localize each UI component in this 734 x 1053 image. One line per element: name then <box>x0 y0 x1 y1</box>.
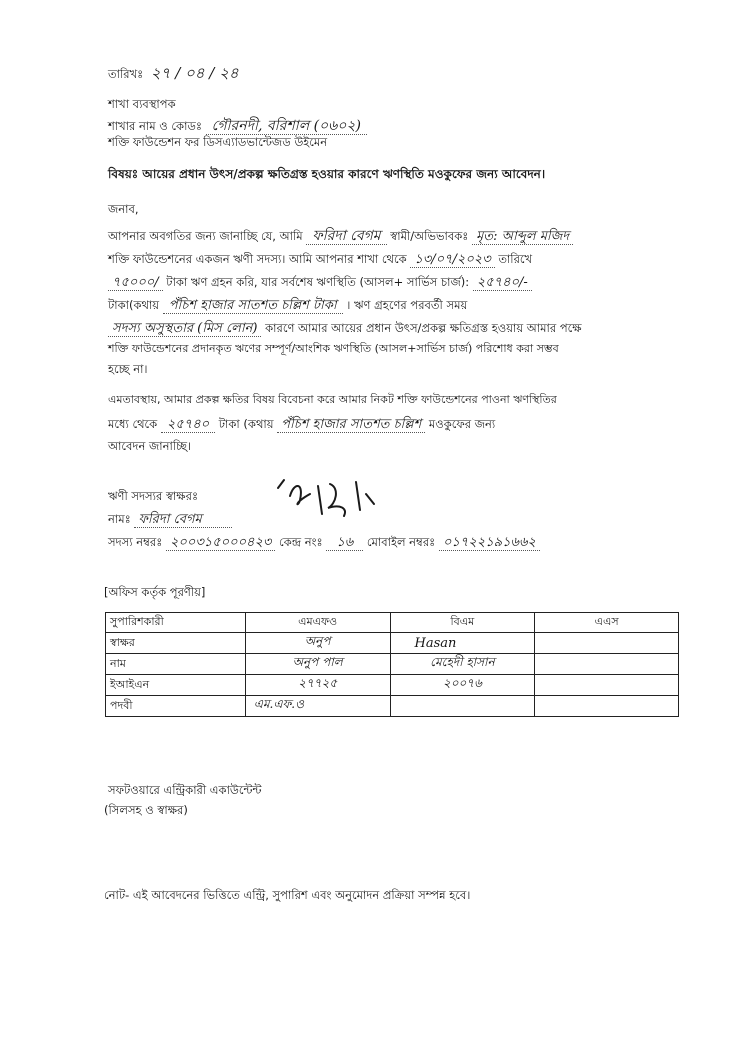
member-no-label: সদস্য নম্বরঃ <box>108 535 163 549</box>
bm-ein: ২০০৭৬ <box>390 675 535 696</box>
table-row <box>106 633 679 654</box>
para1-line2 <box>108 249 532 270</box>
header-cell: এএস <box>535 613 679 633</box>
table-header-row <box>106 613 679 633</box>
subject-label: বিষয়ঃ <box>108 167 139 181</box>
para1-line3 <box>108 272 532 293</box>
row-label: স্বাক্ষর <box>106 633 246 654</box>
para1-line5 <box>108 318 582 339</box>
center-label: কেন্দ্র নংঃ <box>279 535 323 549</box>
para-text: আপনার অবগতির জন্য জানাচ্ছি যে, আমি <box>108 229 303 243</box>
mobile-value: ০১৭২২১৯১৬৬২ <box>439 535 540 551</box>
para-text: টাকা ঋণ গ্রহন করি, যার সর্বশেষ ঋণস্থিতি (আসল+ সার্ভিস চার্জ): <box>166 275 470 289</box>
para1-line1 <box>108 226 573 247</box>
bm-designation <box>390 696 535 717</box>
center-value: ১৬ <box>326 535 363 551</box>
para-text: তারিখে <box>498 252 533 266</box>
signature-label: ঋণী সদস্যর স্বাক্ষরঃ <box>108 489 199 503</box>
para-text: টাকা(কথায় <box>108 298 160 312</box>
as-name <box>535 654 679 675</box>
branch-value: গৌরনদী, বরিশাল (০৬০২) <box>206 118 367 135</box>
member-details-line <box>108 533 540 554</box>
member-no-value: ২০০৩১৫০০০৪২৩ <box>166 535 275 551</box>
member-name-line <box>108 510 232 531</box>
organization-name: শক্তি ফাউন্ডেশন ফর ডিসএ্যাডভান্টেজড উইমেন <box>108 135 328 149</box>
accountant-title: সফটওয়ারে এন্ট্রিকারী একাউন্টেন্ট <box>108 783 262 797</box>
para2-line1: এমতাবস্থায়, আমার প্রকল্প ক্ষতির বিষয় বিবেচনা করে আমার নিকট শক্তি ফাউন্ডেশনের পাওনা ঋণস্থিতির <box>108 393 557 406</box>
table-row <box>106 675 679 696</box>
as-designation <box>535 696 679 717</box>
guardian-field: মৃত: আব্দুল মজিদ <box>472 229 573 245</box>
header-cell: বিএম <box>390 613 535 633</box>
member-signature-line <box>108 488 198 507</box>
para-text: মওকুফের জন্য <box>428 417 496 431</box>
header-cell: সুপারিশকারী <box>106 613 246 633</box>
balance-field: ২৫৭৪০/- <box>473 275 532 291</box>
office-caption: [অফিস কর্তৃক পূরণীয়] <box>104 585 206 599</box>
row-label: নাম <box>106 654 246 675</box>
date-label: তারিখঃ <box>108 67 144 81</box>
table-row <box>106 654 679 675</box>
subject-line <box>108 166 545 186</box>
member-name-value: ফরিদা বেগম <box>134 512 231 528</box>
mfo-designation: এম.এফ.ও <box>245 696 390 717</box>
row-label: ইআইএন <box>106 675 246 696</box>
mfo-name: অনুপ পাল <box>245 654 390 675</box>
date-value: ২৭ / ০৪ / ২৪ <box>150 64 239 82</box>
accountant-seal-note: (সিলসহ ও স্বাক্ষর) <box>104 803 188 817</box>
loan-amount-field: ৭৫০০০/ <box>108 275 163 291</box>
mfo-ein: ২৭৭২৫ <box>245 675 390 696</box>
balance-words-field: পঁচিশ হাজার সাতশত চল্লিশ টাকা <box>163 298 343 314</box>
para1-line7: হচ্ছে না। <box>108 362 148 376</box>
name-label: নামঃ <box>108 512 131 526</box>
para-text: শক্তি ফাউন্ডেশনের একজন ঋণী সদস্য। আমি আপনার শাখা থেকে <box>108 252 407 266</box>
header-cell: এমএফও <box>245 613 390 633</box>
date-line <box>108 62 239 87</box>
waive-words-field: পঁচিশ হাজার সাতশত চল্লিশ <box>277 417 425 433</box>
bm-signature: Hasan <box>390 633 535 654</box>
table-row <box>106 696 679 717</box>
loan-date-field: ১৩/০৭/২০২৩ <box>410 252 494 268</box>
subject-text: আয়ের প্রধান উৎস/প্রকল্প ক্ষতিগ্রস্ত হওয়ার কারণে ঋণস্থিতি মওকুফের জন্য আবেদন। <box>142 167 546 181</box>
as-signature <box>535 633 679 654</box>
as-ein <box>535 675 679 696</box>
para1-line6: শক্তি ফাউন্ডেশনের প্রদানকৃত ঋণের সম্পূর্ণ/আংশিক ঋণস্থিতি (আসল+সার্ভিস চার্জ) পরিশোধ করা সম্ভব <box>108 342 559 355</box>
para-text: স্বামী/অভিভাবকঃ <box>390 229 469 243</box>
para2-line3: আবেদন জানাচ্ছি। <box>108 439 192 453</box>
mfo-signature: অনুপ <box>245 633 390 654</box>
branch-label: শাখার নাম ও কোডঃ <box>108 119 203 133</box>
footer-note: নোট- এই আবেদনের ভিত্তিতে এন্ট্রি, সুপারিশ এবং অনুমোদন প্রক্রিয়া সম্পন্ন হবে। <box>104 888 471 902</box>
member-name-field: ফরিদা বেগম <box>306 228 386 245</box>
para-text: কারণে আমার আয়ের প্রধান উৎস/প্রকল্প ক্ষতিগ্রস্ত হওয়ায় আমার পক্ষে <box>265 321 582 335</box>
mobile-label: মোবাইল নম্বরঃ <box>366 535 436 549</box>
para-text: । ঋণ গ্রহণের পরবর্তী সময় <box>346 298 468 312</box>
bm-name: মেহেদী হাসান <box>390 654 535 675</box>
office-table <box>105 612 679 717</box>
reason-field: সদস্য অসুস্থতার (মিস লোন) <box>108 321 261 337</box>
row-label: পদবী <box>106 696 246 717</box>
para2-line2 <box>108 414 495 435</box>
para-text: টাকা (কথায় <box>218 417 274 431</box>
para1-line4 <box>108 295 467 316</box>
salutation: জনাব, <box>108 202 139 216</box>
para-text: মধ্যে থেকে <box>108 417 158 431</box>
member-signature-scrawl <box>270 474 390 522</box>
waive-amount-field: ২৫৭৪০ <box>161 417 215 433</box>
recipient-title: শাখা ব্যবস্থাপক <box>108 97 176 111</box>
